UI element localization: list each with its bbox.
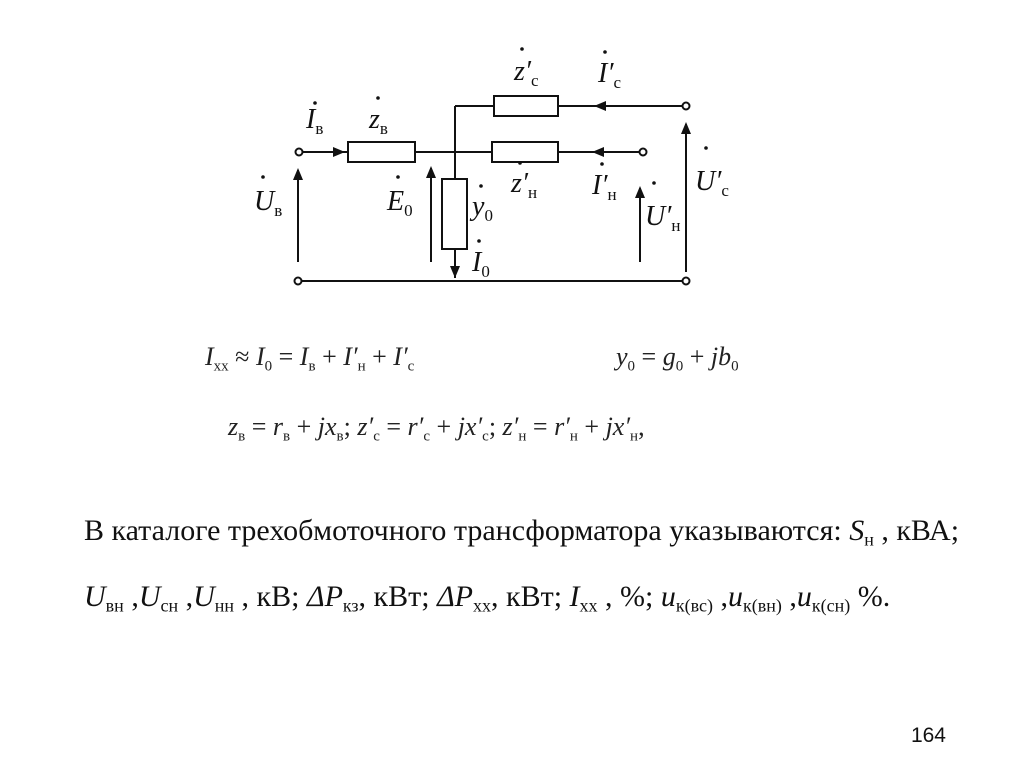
label-in: $I'_н$ xyxy=(592,170,617,204)
label-ic: $I'_с$ xyxy=(598,58,621,92)
equation-impedances: $z_в = r_в + jx_в$; $z'_с = r'_с + jx'_с$; $z'_н = r'_н + jx'_н$, xyxy=(228,412,645,445)
resistor-z-n xyxy=(492,142,558,162)
catalog-text-line-2: $U_{вн}$ $,U_{сн}$ $,U_{нн}$ , кВ; $\Delta P_{кз}$, кВт; $\Delta P_{хх}$, кВт; $I_{хх}$ , %; $u_{к(вс)}$ $,u_{к(вн)}$ $,u_{к(сн)}$ %. xyxy=(84,580,891,616)
label-y0: $y_0$ xyxy=(472,191,493,225)
terminal-c-top xyxy=(683,103,690,110)
resistor-y0 xyxy=(442,179,467,249)
equivalent-circuit-diagram xyxy=(0,0,1024,330)
label-i0: $I_0$ xyxy=(472,247,490,281)
resistor-z-c xyxy=(494,96,558,116)
catalog-text-line-1: В каталоге трехобмоточного трансформатора указываются: $S_н$ , кВА; xyxy=(84,514,960,550)
terminal-n-top xyxy=(640,149,647,156)
label-iv: $I_в$ xyxy=(306,104,324,138)
page-number: 164 xyxy=(910,724,946,747)
equation-no-load-current: $I_{хх} \approx I_0 = I_в + I'_н + I'_с$ xyxy=(205,342,415,375)
label-un: $U'_н$ xyxy=(645,201,681,235)
equation-admittance: $y_0 = g_0 + jb_0$ xyxy=(616,342,739,375)
terminal-v-top xyxy=(296,149,303,156)
resistor-z-v xyxy=(348,142,415,162)
label-zn: $z'_н$ xyxy=(511,168,538,202)
label-uc: $U'_с$ xyxy=(695,166,729,200)
label-zv: $z_в$ xyxy=(369,104,388,138)
label-uv: $U_в$ xyxy=(254,186,283,220)
label-e0: $E_0$ xyxy=(387,186,413,220)
terminal-v-bottom xyxy=(295,278,302,285)
label-zc: $z'_с$ xyxy=(514,56,539,90)
terminal-c-bottom xyxy=(683,278,690,285)
